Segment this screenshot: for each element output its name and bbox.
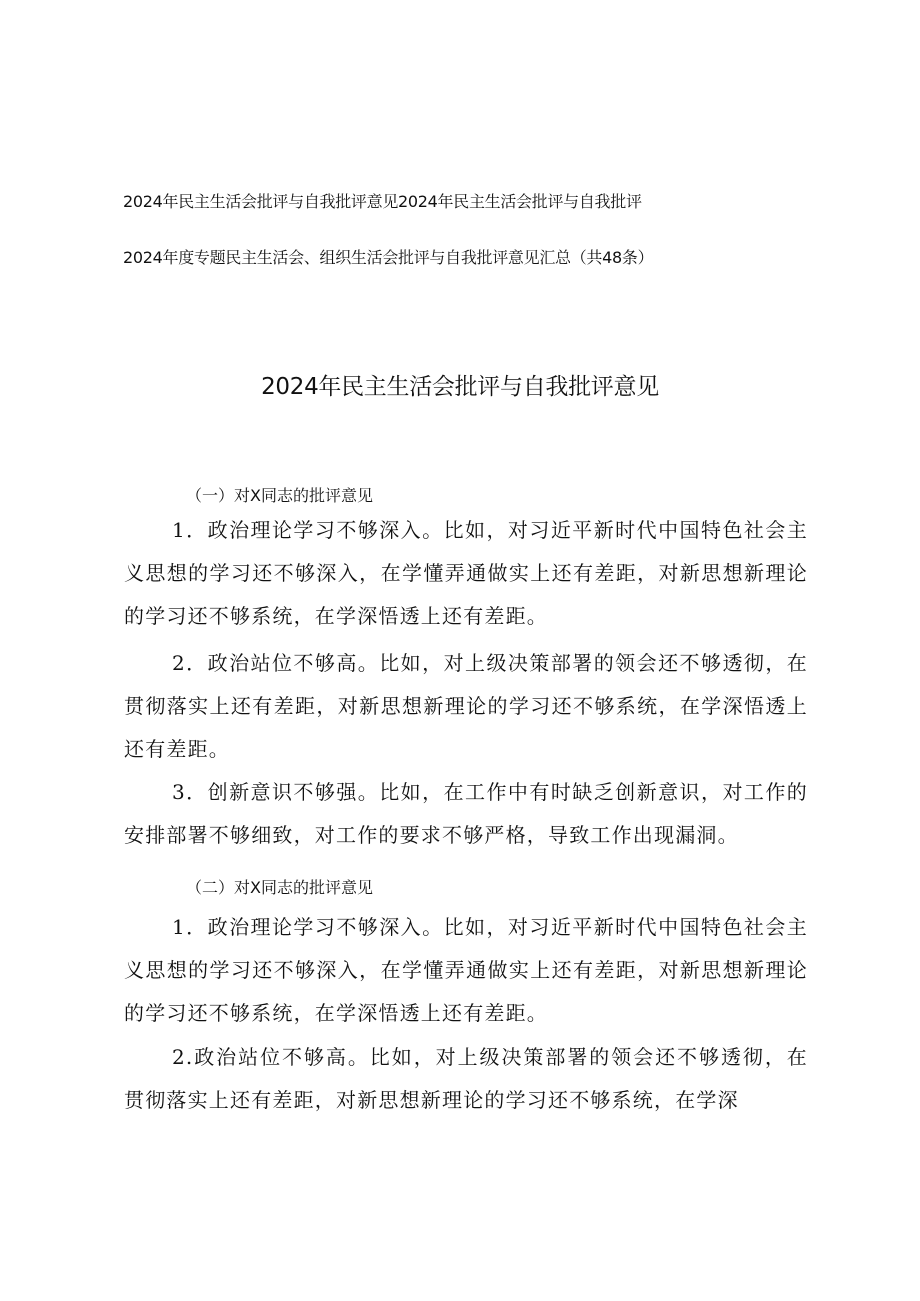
section-1-item-3: 3．创新意识不够强。比如，在工作中有时缺乏创新意识，对工作的安排部署不够细致，对工作的要求不够严格，导致工作出现漏洞。 <box>124 780 808 847</box>
section-2-item-2: 2.政治站位不够高。比如，对上级决策部署的领会还不够透彻，在贯彻落实上还有差距，对新思想新理论的学习还不够系统，在学深 <box>124 1045 808 1112</box>
section-heading-1: （一）对X同志的批评意见 <box>186 486 373 505</box>
document-title: 2024年民主生活会批评与自我批评意见 <box>261 374 659 400</box>
section-2-item-1: 1．政治理论学习不够深入。比如，对习近平新时代中国特色社会主义思想的学习还不够深入，在学懂弄通做实上还有差距，对新思想新理论的学习还不够系统，在学深悟透上还有差距。 <box>124 915 808 1025</box>
header-line-1: 2024年民主生活会批评与自我批评意见2024年民主生活会批评与自我批评 <box>123 192 642 211</box>
section-heading-2: （二）对X同志的批评意见 <box>186 878 373 897</box>
section-1-item-2: 2．政治站位不够高。比如，对上级决策部署的领会还不够透彻，在贯彻落实上还有差距，对新思想新理论的学习还不够系统，在学深悟透上还有差距。 <box>124 651 808 761</box>
section-1-item-1: 1．政治理论学习不够深入。比如，对习近平新时代中国特色社会主义思想的学习还不够深入，在学懂弄通做实上还有差距，对新思想新理论的学习还不够系统，在学深悟透上还有差距。 <box>124 518 808 628</box>
header-line-2: 2024年度专题民主生活会、组织生活会批评与自我批评意见汇总（共48条） <box>123 248 654 267</box>
